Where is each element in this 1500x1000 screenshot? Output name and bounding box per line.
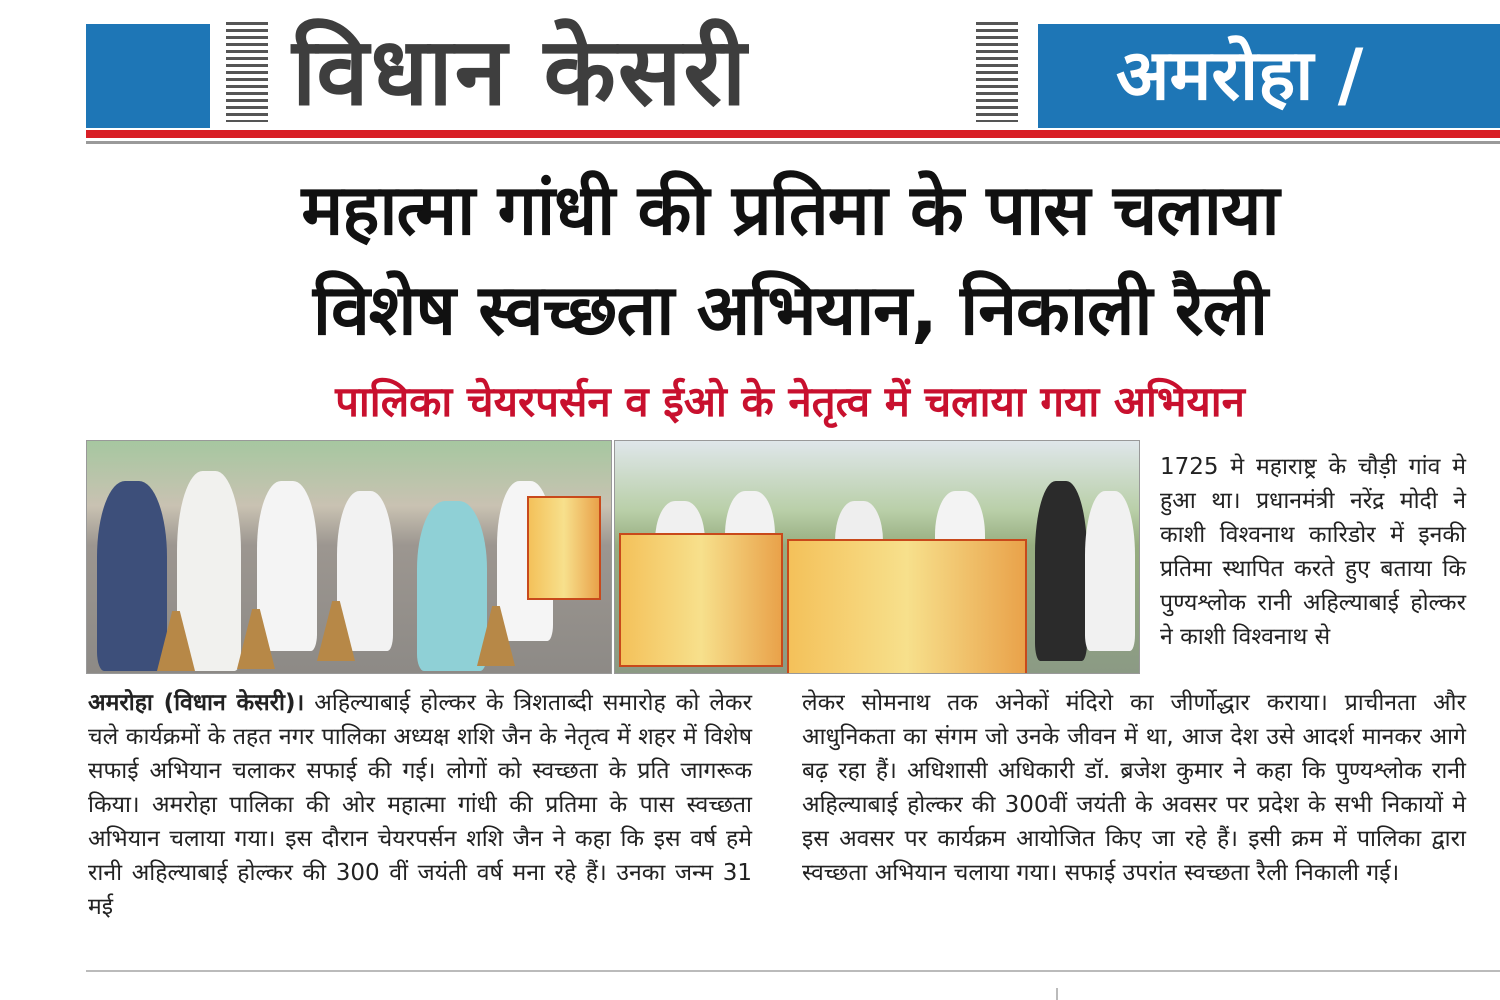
dateline: अमरोहा (विधान केसरी)। bbox=[88, 690, 305, 716]
masthead-stripes-left bbox=[226, 22, 268, 122]
photo-person bbox=[257, 481, 317, 651]
article-text-column-2-top: 1725 मे महाराष्ट्र के चौड़ी गांव मे हुआ था। प्रधानमंत्री नरेंद्र मोदी ने काशी विश्वनाथ कारिडोर में इनकी प्रतिमा स्थापित करते हुए बताया कि पुण्यश्लोक रानी अहिल्याबाई होल्कर ने काशी विश्वनाथ से bbox=[1160, 454, 1466, 650]
rally-banner-right bbox=[787, 539, 1027, 674]
masthead-grey-rule bbox=[86, 141, 1500, 144]
headline-line-2: विशेष स्वच्छता अभियान, निकाली रैली bbox=[312, 269, 1268, 351]
photo-poster bbox=[527, 496, 601, 600]
photo-person bbox=[1085, 491, 1135, 651]
article-text-column-2-bottom: लेकर सोमनाथ तक अनेकों मंदिरो का जीर्णोद्धार कराया। प्राचीनता और आधुनिकता का संगम जो उनके जीवन में था, आज देश उसे आदर्श मानकर आगे बढ़ रहा हैं। अधिशासी अधिकारी डॉ. ब्रजेश कुमार ने कहा कि पुण्यश्लोक रानी अहिल्याबाई होल्कर की 300वीं जयंती के अवसर पर प्रदेश के सभी निकायों मे इस अवसर पर कार्यक्रम आयोजित किए जा रहे हैं। इसी क्रम में पालिका द्वारा स्वच्छता अभियान चलाया गया। सफाई उपरांत स्वच्छता रैली निकाली गई। bbox=[802, 690, 1466, 886]
newspaper-title: विधान केसरी bbox=[292, 18, 749, 127]
photo-person bbox=[1035, 481, 1087, 661]
edition-city: अमरोहा / bbox=[1116, 34, 1364, 116]
photo-person bbox=[417, 501, 487, 671]
column-divider bbox=[1056, 988, 1058, 1000]
article-body-1: अहिल्याबाई होल्कर के त्रिशताब्दी समारोह को लेकर चले कार्यक्रमों के तहत नगर पालिका अध्यक्ष शशि जैन के नेतृत्व में शहर में विशेष सफाई अभियान चलाकर सफाई की गई। लोगों को स्वच्छता के प्रति जागरूक किया। अमरोहा पालिका की ओर महात्मा गांधी की प्रतिमा के पास स्वच्छता अभियान चलाया गया। इस दौरान चेयरपर्सन शशि जैन ने कहा कि इस वर्ष हमे रानी अहिल्याबाई होल्कर की 300 वीं जयंती वर्ष मना रहे हैं। उनका जन्म 31 मई bbox=[88, 690, 753, 920]
masthead-blue-block-left bbox=[86, 24, 210, 128]
masthead-blue-block-right bbox=[1038, 24, 1500, 128]
page-bottom-rule bbox=[86, 970, 1500, 972]
photo-person bbox=[97, 481, 167, 671]
masthead-red-rule bbox=[86, 130, 1500, 138]
photo-rally bbox=[614, 440, 1140, 674]
article-text-column-1 bbox=[88, 686, 752, 924]
rally-banner-left bbox=[619, 533, 783, 667]
photo-cleaning-drive bbox=[86, 440, 612, 674]
headline-line-1: महात्मा गांधी की प्रतिमा के पास चलाया bbox=[301, 169, 1279, 251]
masthead-stripes-right bbox=[976, 22, 1018, 122]
subheadline: पालिका चेयरपर्सन व ईओ के नेतृत्व में चलाया गया अभियान bbox=[335, 377, 1245, 426]
